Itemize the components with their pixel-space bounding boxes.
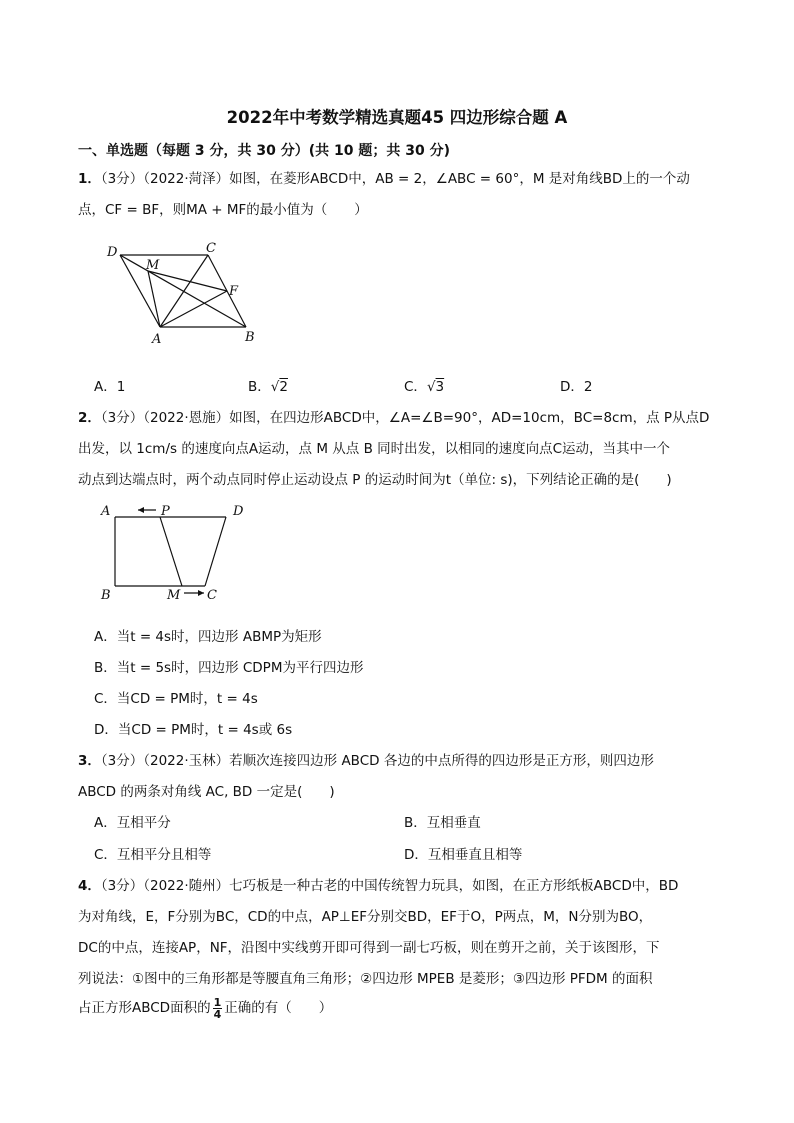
section-heading: 一、单选题（每题 3 分，共 30 分）(共 10 题；共 30 分) <box>78 143 450 159</box>
q1-option-c[interactable] <box>404 375 444 395</box>
question-text: 正确的有（ ） <box>224 1000 333 1016</box>
question-meta: （3分）（2022·菏泽） <box>100 171 230 187</box>
label-m: M <box>146 258 160 273</box>
label-p: P <box>161 504 170 519</box>
label-d: D <box>233 504 244 519</box>
label-a: A <box>152 332 162 347</box>
label-b: B <box>101 588 111 603</box>
label-c: C <box>206 241 216 256</box>
q2-option-b[interactable]: B．当t = 5s时，四边形 CDPM为平行四边形 <box>94 660 364 676</box>
q1-option-a[interactable]: A．1 <box>94 379 126 395</box>
label-f: F <box>229 284 239 299</box>
label-c: C <box>207 588 217 603</box>
q2-option-a[interactable]: A．当t = 4s时，四边形 ABMP为矩形 <box>94 629 322 645</box>
question-text: 若顺次连接四边形 ABCD 各边的中点所得的四边形是正方形，则四边形 <box>229 753 654 769</box>
q2-option-c[interactable]: C．当CD = PM时，t = 4s <box>94 691 258 707</box>
q1-option-d[interactable]: D．2 <box>560 379 593 395</box>
question-meta: （3分）（2022·玉林） <box>100 753 230 769</box>
question-meta: （3分）（2022·恩施） <box>100 410 230 426</box>
question-text: 如图，在菱形ABCD中，AB = 2，∠ABC = 60°，M 是对角线BD上的一个动 <box>229 171 690 187</box>
radicand: 2 <box>279 379 288 395</box>
q3-option-b[interactable]: B．互相垂直 <box>404 815 481 831</box>
question-number: 1． <box>78 171 101 187</box>
arrow-left-icon <box>138 507 144 513</box>
q2-trapezoid-figure <box>98 498 258 608</box>
edge-cd <box>205 517 226 586</box>
question-2-line-2: 出发，以 1cm/s 的速度向点A运动，点 M 从点 B 同时出发，以相同的速度向点C运动，当其中一个 <box>78 441 671 457</box>
arrow-right-icon <box>198 590 204 596</box>
q2-option-d[interactable]: D．当CD = PM时，t = 4s或 6s <box>94 722 293 738</box>
question-2-line-1 <box>78 406 709 426</box>
q3-option-a[interactable]: A．互相平分 <box>94 815 171 831</box>
sqrt-symbol: √ <box>426 379 436 395</box>
question-text: 占正方形ABCD面积的 <box>78 1000 211 1016</box>
label-m: M <box>167 588 181 603</box>
fraction-numerator: 1 <box>213 995 222 1009</box>
q3-option-c[interactable]: C．互相平分且相等 <box>94 847 212 863</box>
q1-rhombus-figure <box>100 238 270 348</box>
question-4-line-2: 为对角线，E，F分别为BC，CD的中点，AP⊥EF分别交BD，EF于O，P两点，M，N分别为BO， <box>78 909 653 925</box>
diagonal-ac <box>160 255 208 327</box>
question-4-line-1 <box>78 874 678 894</box>
sqrt-symbol: √ <box>270 379 280 395</box>
label-d: D <box>107 245 118 260</box>
option-label: B． <box>248 379 271 395</box>
label-a: A <box>101 504 111 519</box>
page-title: 2022年中考数学精选真题45 四边形综合题 A <box>226 108 568 127</box>
question-number: 2． <box>78 410 101 426</box>
question-text: 如图，在四边形ABCD中，∠A=∠B=90°，AD=10cm，BC=8cm，点 P从点D <box>229 410 710 426</box>
question-1-line-2: 点，CF = BF，则MA + MF的最小值为（ ） <box>78 202 368 218</box>
question-2-line-3: 动点到达端点时，两个动点同时停止运动设点 P 的运动时间为t（单位: s)，下列结论正确的是( ) <box>78 472 672 488</box>
option-label: C． <box>404 379 427 395</box>
segment-pm <box>160 517 182 586</box>
question-1-line-1 <box>78 167 690 187</box>
segment-ma <box>148 271 160 327</box>
question-number: 3． <box>78 753 101 769</box>
fraction <box>213 997 223 1020</box>
question-text: 七巧板是一种古老的中国传统智力玩具，如图，在正方形纸板ABCD中，BD <box>229 878 679 894</box>
question-3-line-2: ABCD 的两条对角线 AC, BD 一定是( ) <box>78 784 335 800</box>
question-4-line-5 <box>78 996 332 1020</box>
question-3-line-1 <box>78 749 654 769</box>
question-4-line-3: DC的中点，连接AP，NF，沿图中实线剪开即可得到一副七巧板，则在剪开之前，关于该图形，下 <box>78 940 660 956</box>
question-meta: （3分）（2022·随州） <box>100 878 230 894</box>
question-4-line-4: 列说法：①图中的三角形都是等腰直角三角形；②四边形 MPEB 是菱形；③四边形 PFDM 的面积 <box>78 971 653 987</box>
q1-option-b[interactable] <box>248 375 288 395</box>
question-number: 4． <box>78 878 101 894</box>
q3-option-d[interactable]: D．互相垂直且相等 <box>404 847 523 863</box>
radicand: 3 <box>435 379 445 395</box>
fraction-denominator: 4 <box>213 1007 222 1021</box>
segment-mf <box>148 271 227 291</box>
label-b: B <box>245 330 255 345</box>
